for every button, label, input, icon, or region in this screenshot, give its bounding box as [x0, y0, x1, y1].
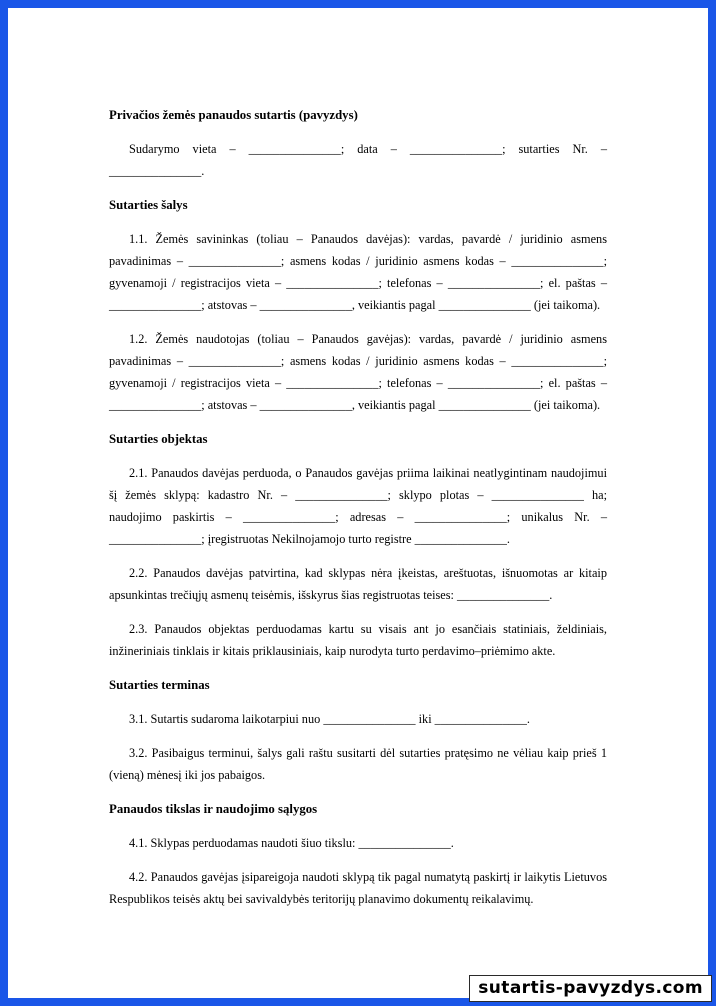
paragraph-1-1: 1.1. Žemės savininkas (toliau – Panaudos davėjas): vardas, pavardė / juridinio asmens pavadinimas – _______________; asmens kodas / juridinio asmens kodas – _______________; gyvenamoji / registracijos vieta – _______________; telefonas – _______________; el. paštas – _______________; atstovas – _______________, veikiantis pagal _______________ (jei taikoma).	[109, 232, 607, 312]
section-heading-parties: Sutarties šalys	[109, 198, 188, 212]
paragraph-3-2: 3.2. Pasibaigus terminui, šalys gali raštu susitarti dėl sutarties pratęsimo ne vėliau kaip prieš 1 (vieną) mėnesį iki jos pabaigos.	[109, 746, 607, 782]
intro-paragraph: Sudarymo vieta – _______________; data – _______________; sutarties Nr. – _______________.	[109, 142, 607, 178]
document-content	[109, 104, 607, 922]
paragraph-2-2: 2.2. Panaudos davėjas patvirtina, kad sklypas nėra įkeistas, areštuotas, išnuomotas ar kitaip apsunkintas trečiųjų asmenų teisėmis, išskyrus šias registruotas teises: _______________.	[109, 566, 607, 602]
section-heading-object: Sutarties objektas	[109, 432, 208, 446]
paragraph-3-1: 3.1. Sutartis sudaroma laikotarpiui nuo _______________ iki _______________.	[129, 712, 530, 726]
paragraph-1-2: 1.2. Žemės naudotojas (toliau – Panaudos gavėjas): vardas, pavardė / juridinio asmens pavadinimas – _______________; asmens kodas / juridinio asmens kodas – _______________; gyvenamoji / registracijos vieta – _______________; telefonas – _______________; el. paštas – _______________; atstovas – _______________, veikiantis pagal _______________ (jei taikoma).	[109, 332, 607, 412]
section-heading-purpose: Panaudos tikslas ir naudojimo sąlygos	[109, 802, 318, 816]
paragraph-2-1: 2.1. Panaudos davėjas perduoda, o Panaudos gavėjas priima laikinai neatlygintinam naudojimui šį žemės sklypą: kadastro Nr. – _______________; sklypo plotas – _______________ ha; naudojimo paskirtis – _______________; adresas – _______________; unikalus Nr. – _______________; įregistruotas Nekilnojamojo turto registre _______________.	[109, 466, 607, 546]
paragraph-2-3: 2.3. Panaudos objektas perduodamas kartu su visais ant jo esančiais statiniais, želdiniais, inžineriniais tinklais ir kitais priklausiniais, kaip nurodyta turto perdavimo–priėmimo akte.	[109, 622, 607, 658]
website-watermark: sutartis-pavyzdys.com	[469, 975, 712, 1002]
paragraph-4-2: 4.2. Panaudos gavėjas įsipareigoja naudoti sklypą tik pagal numatytą paskirtį ir laikytis Lietuvos Respublikos teisės aktų bei savivaldybės teritorijų planavimo dokumentų reikalavimų.	[109, 870, 607, 906]
document-title: Privačios žemės panaudos sutartis (pavyzdys)	[109, 108, 358, 122]
paragraph-4-1: 4.1. Sklypas perduodamas naudoti šiuo tikslu: _______________.	[129, 836, 454, 850]
document-page	[8, 8, 708, 998]
section-heading-term: Sutarties terminas	[109, 678, 210, 692]
